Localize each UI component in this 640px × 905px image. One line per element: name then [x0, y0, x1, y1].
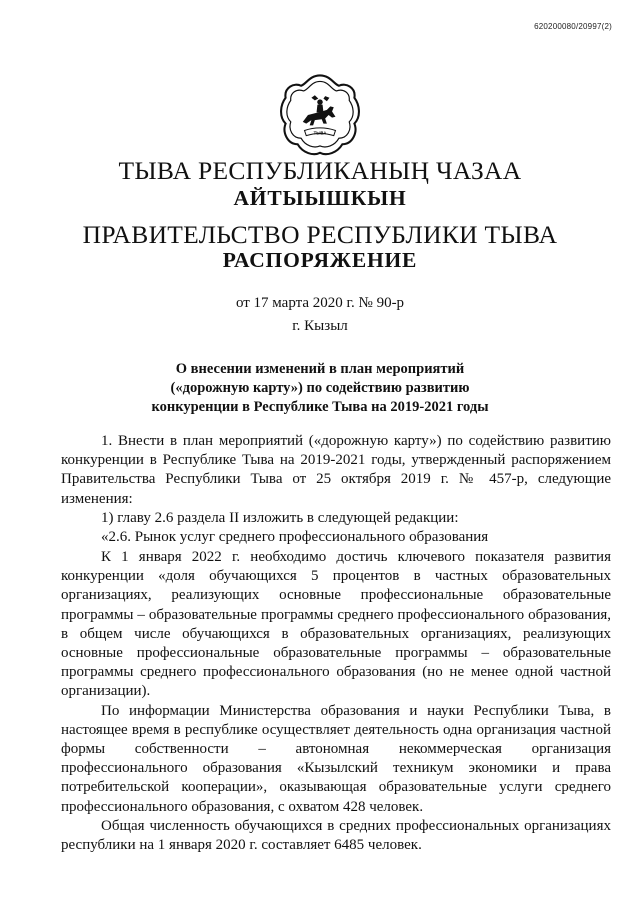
subject-line: О внесении изменений в план мероприятий	[175, 361, 465, 377]
paragraph-5: По информации Министерства образования и науки Республики Тыва, в настоящее время в республике осуществляет деятельность одна организация частной формы собственности – автономная некоммерческая организация профессионального образования «Кызылский техникум экономики и права потребительской кооперации», оказывающая образовательные услуги среднего профессионального образования, с охватом 428 человек.	[61, 702, 611, 815]
order-date-number: от 17 марта 2020 г. № 90-р	[235, 295, 405, 311]
subject-line: («дорожную карту») по содействию развитию	[170, 380, 470, 396]
order-city: г. Кызыл	[292, 318, 348, 334]
paragraph-6: Общая численность обучающихся в средних профессиональных организациях республики на 1 января 2020 г. составляет 6485 человек.	[61, 817, 611, 854]
header-tyva-government: ТЫВА РЕСПУБЛИКАНЫҢ ЧАЗАА	[118, 156, 522, 185]
header-tyva-order: АЙТЫЫШКЫН	[233, 186, 407, 210]
coat-of-arms-emblem-icon	[277, 72, 363, 158]
header-government-title: ПРАВИТЕЛЬСТВО РЕСПУБЛИКИ ТЫВА	[82, 220, 558, 249]
emblem-ribbon-text: ТЫВА	[313, 130, 327, 136]
subject-line: конкуренции в Республике Тыва на 2019-2021 годы	[151, 399, 489, 415]
paragraph-2: 1) главу 2.6 раздела II изложить в следующей редакции:	[101, 509, 459, 526]
order-body-continued	[61, 548, 611, 855]
paragraph-3: «2.6. Рынок услуг среднего профессионального образования	[101, 529, 489, 546]
order-subject	[0, 360, 640, 417]
header-order-type: РАСПОРЯЖЕНИЕ	[222, 248, 418, 272]
order-body	[61, 432, 611, 547]
document-registration-code: 620200080/20997(2)	[534, 22, 612, 31]
paragraph-4: К 1 января 2022 г. необходимо достичь ключевого показателя развития конкуренции «доля обучающихся 5 процентов в частных образовательных организациях, реализующих основные профессиональные образовательные программы – образовательные программы среднего профессионального образования, в общем числе обучающихся в образовательных организациях, реализующих основные профессиональные образовательные программы – образовательные программы среднего профессионального образования (но не менее одной частной организации).	[61, 549, 611, 700]
paragraph-1: 1. Внести в план мероприятий («дорожную карту») по содействию развитию конкуренции в Республике Тыва на 2019-2021 годы, утвержденный распоряжением Правительства Республики Тыва от 25 октября 2019 г. № 457-р, следующие изменения:	[61, 433, 611, 507]
